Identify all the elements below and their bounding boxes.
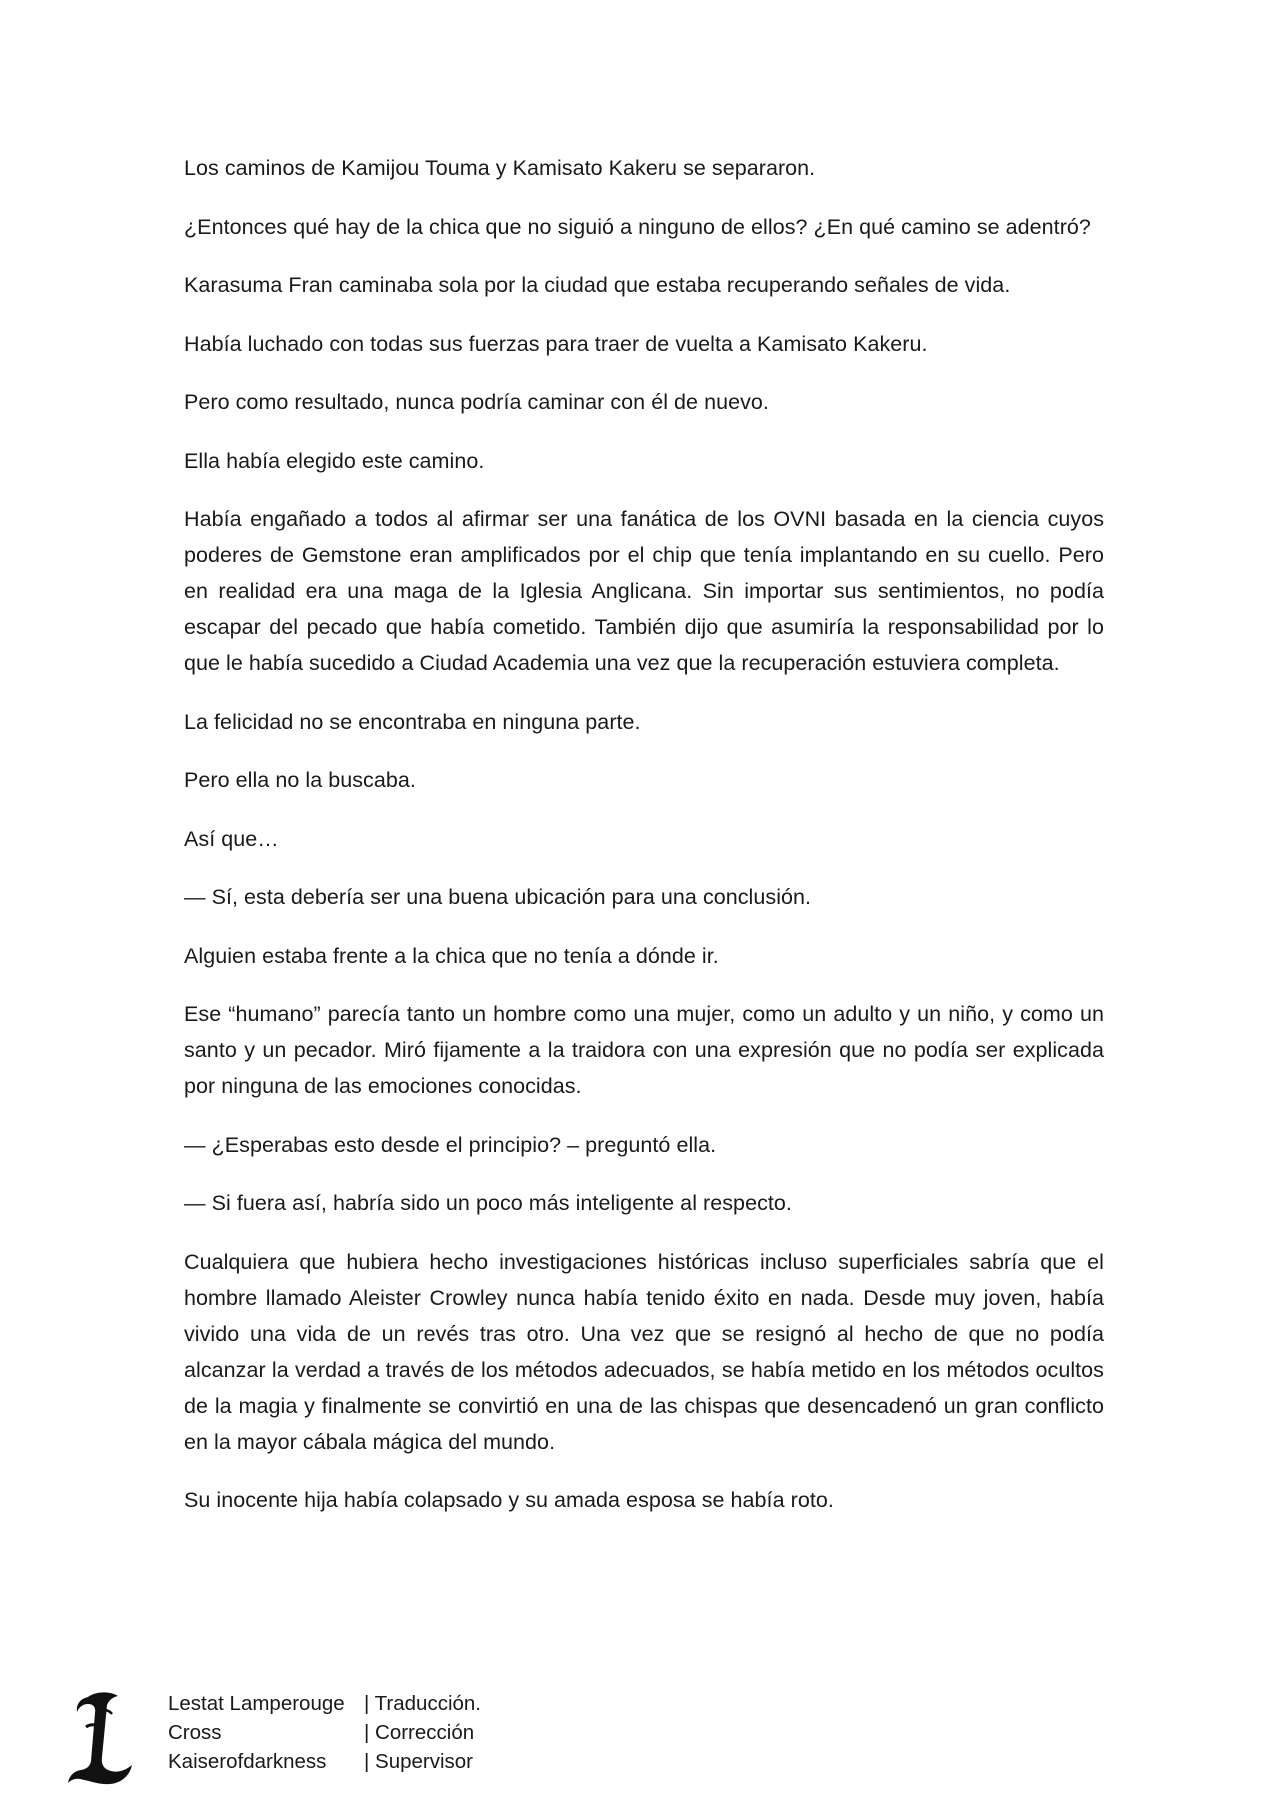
paragraph: Alguien estaba frente a la chica que no tenía a dónde ir. <box>184 943 719 968</box>
credits-footer <box>66 1687 586 1787</box>
paragraph: Así que… <box>184 826 279 851</box>
paragraph: Cualquiera que hubiera hecho investigaciones históricas incluso superficiales sabría que el hombre llamado Aleister Crowley nunca había tenido éxito en nada. Desde muy joven, había vivido una vida de un revés tras otro. Una vez que se resignó al hecho de que no podía alcanzar la verdad a través de los métodos adecuados, se había metido en los métodos ocultos de la magia y finalmente se convirtió en una de las chispas que desencadenó un gran conflicto en la mayor cábala mágica del mundo. <box>184 1249 1104 1454</box>
credit-row <box>168 1718 481 1747</box>
credit-role: | Traducción. <box>364 1692 481 1715</box>
credit-name: Lestat Lamperouge <box>168 1692 345 1715</box>
credit-row <box>168 1747 481 1776</box>
credit-row <box>168 1689 481 1718</box>
paragraph: Su inocente hija había colapsado y su amada esposa se había roto. <box>184 1488 834 1512</box>
document-body <box>184 150 1104 1541</box>
dialogue-line: — Sí, esta debería ser una buena ubicación para una conclusión. <box>184 885 812 909</box>
paragraph: Ese “humano” parecía tanto un hombre como una mujer, como un adulto y un niño, y como un santo y un pecador. Miró fijamente a la traidora con una expresión que no podía ser explicada por ninguna de las emociones conocidas. <box>184 1002 1104 1098</box>
paragraph: Los caminos de Kamijou Touma y Kamisato Kakeru se separaron. <box>184 156 816 180</box>
paragraph: La felicidad no se encontraba en ninguna parte. <box>184 709 641 734</box>
paragraph: ¿Entonces qué hay de la chica que no siguió a ninguno de ellos? ¿En qué camino se adentró? <box>184 214 1091 239</box>
paragraph: Había engañado a todos al afirmar ser una fanática de los OVNI basada en la ciencia cuyos poderes de Gemstone eran amplificados por el chip que tenía implantando en su cuello. Pero en realidad era una maga de la Iglesia Anglicana. Sin importar sus sentimientos, no podía escapar del pecado que había cometido. También dijo que asumiría la responsabilidad por lo que le había sucedido a Ciudad Academia una vez que la recuperación estuviera completa. <box>184 507 1104 675</box>
paragraph: Karasuma Fran caminaba sola por la ciudad que estaba recuperando señales de vida. <box>184 273 1011 297</box>
paragraph: Había luchado con todas sus fuerzas para traer de vuelta a Kamisato Kakeru. <box>184 331 928 356</box>
paragraph: Ella había elegido este camino. <box>184 448 485 473</box>
credits-list <box>168 1689 481 1776</box>
paragraph: Pero ella no la buscaba. <box>184 768 416 792</box>
credit-name: Cross <box>168 1721 222 1744</box>
credit-role: | Supervisor <box>364 1750 474 1773</box>
paragraph: Pero como resultado, nunca podría caminar con él de nuevo. <box>184 390 769 414</box>
dialogue-line: — ¿Esperabas esto desde el principio? – preguntó ella. <box>184 1132 717 1157</box>
dialogue-line: — Si fuera así, habría sido un poco más inteligente al respecto. <box>184 1191 792 1215</box>
credit-role: | Corrección <box>364 1721 475 1744</box>
gothic-l-logo-icon <box>66 1687 136 1787</box>
credit-name: Kaiserofdarkness <box>168 1750 327 1773</box>
